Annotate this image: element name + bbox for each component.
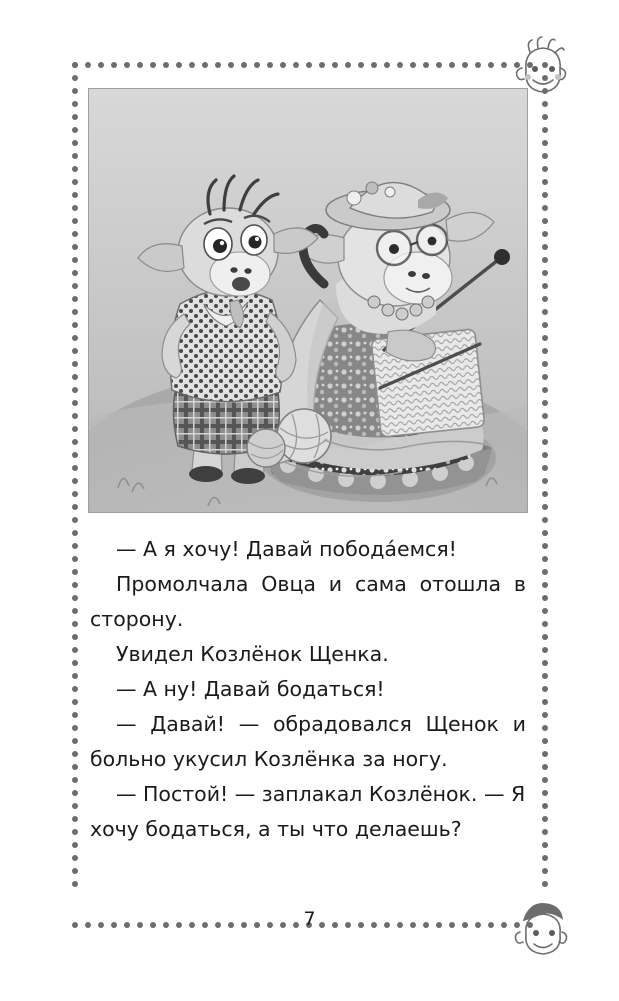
paragraph-text: — Давай! — обрадовался Щенок и больно укусил Козлёнка за ногу.: [90, 712, 526, 771]
boy-face-doodle: [508, 896, 578, 971]
paragraph-text: Увидел Козлёнок Щенка.: [116, 642, 389, 666]
paragraph: [90, 777, 526, 847]
border-dots-top: [72, 62, 542, 68]
paragraph: [90, 532, 526, 567]
paragraph-text: — А я хочу! Давай побода́емся!: [116, 537, 457, 561]
paragraph-text: — А ну! Давай бодаться!: [116, 677, 385, 701]
story-illustration: [88, 88, 528, 513]
paragraph: [90, 637, 526, 672]
paragraph: [90, 672, 526, 707]
paragraph-text: — Постой! — заплакал Козлёнок. — Я хочу бодаться, а ты что делаешь?: [90, 782, 526, 841]
paragraph-text: Промолчала Овца и сама отошла в сторону.: [90, 572, 526, 631]
border-dots-right: [542, 62, 548, 922]
border-dots-left: [72, 62, 78, 922]
girl-face-doodle: [508, 36, 578, 111]
paragraph: [90, 707, 526, 777]
page-number: 7: [303, 908, 316, 930]
paragraph: [90, 567, 526, 637]
story-text: [90, 532, 526, 847]
